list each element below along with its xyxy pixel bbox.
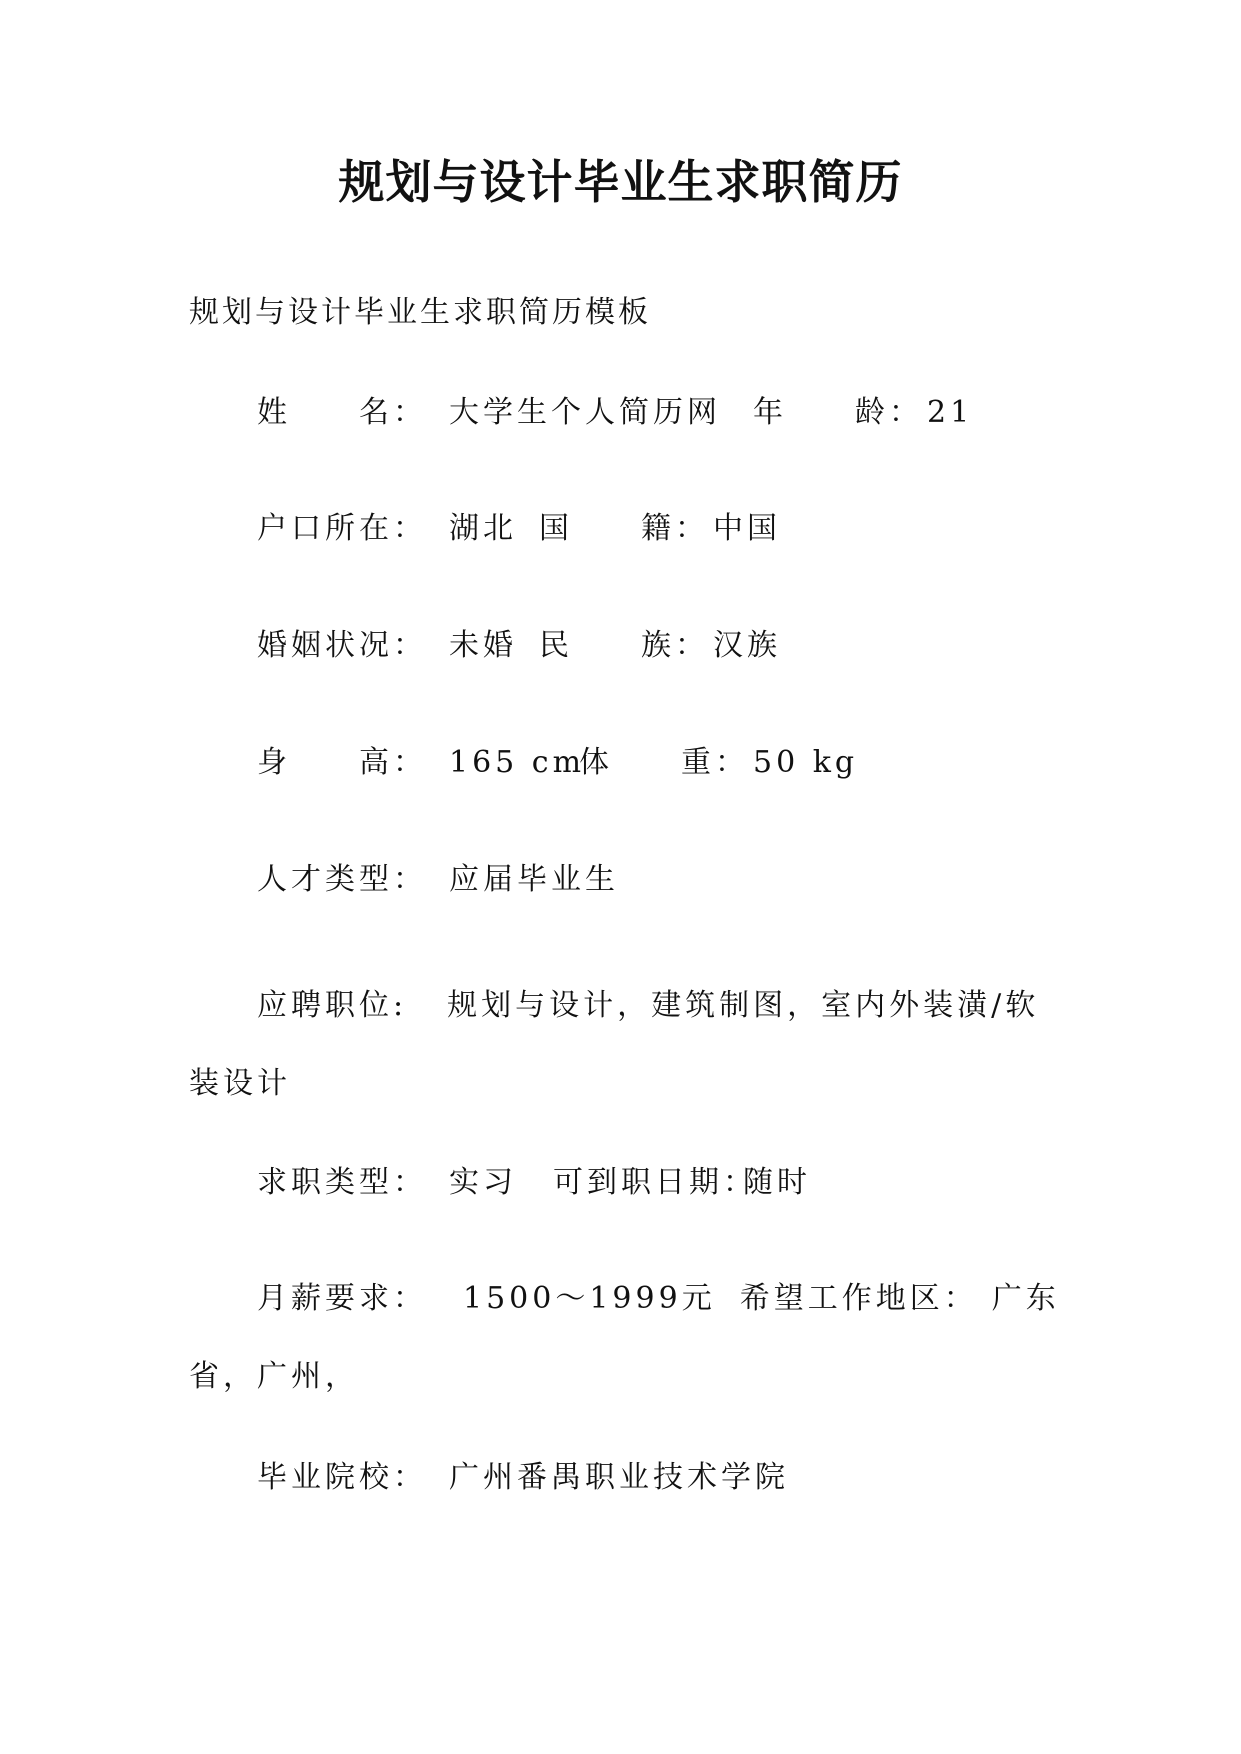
name-label: 姓 名：: [257, 395, 427, 430]
age-value: 21: [927, 395, 974, 430]
subtitle: 规划与设计毕业生求职简历模板: [189, 295, 651, 330]
weight-value: 50 kg: [753, 745, 859, 780]
position-value: 规划与设计，建筑制图，室内外装潢/软装设计: [189, 988, 1040, 1101]
job-type-value: 实习: [449, 1165, 517, 1200]
work-area-label: 希望工作地区：: [739, 1281, 978, 1316]
height-label: 身 高：: [257, 745, 427, 780]
row-salary-area: [189, 1260, 1069, 1416]
start-date-label: 可到职日期：: [553, 1165, 757, 1200]
row-position: [189, 967, 1069, 1123]
nationality-label: 国 籍：: [539, 511, 709, 546]
job-type-label: 求职类型：: [257, 1165, 427, 1200]
height-value: 165 cm: [449, 745, 586, 780]
start-date-value: 随时: [743, 1165, 811, 1200]
talent-type-label: 人才类型：: [257, 862, 427, 897]
marital-label: 婚姻状况：: [257, 628, 427, 663]
hukou-label: 户口所在：: [257, 511, 427, 546]
salary-value: 1500～1999元: [463, 1281, 716, 1316]
nationality-value: 中国: [713, 511, 781, 546]
ethnicity-value: 汉族: [713, 628, 781, 663]
page-title: 规划与设计毕业生求职简历: [338, 155, 903, 209]
school-value: 广州番禺职业技术学院: [449, 1460, 789, 1495]
school-label: 毕业院校：: [257, 1460, 427, 1495]
marital-value: 未婚: [449, 628, 517, 663]
work-area-value: 广东省，广州，: [189, 1281, 1060, 1394]
position-label: 应聘职位:: [257, 988, 408, 1023]
salary-label: 月薪要求：: [257, 1281, 427, 1316]
name-value: 大学生个人简历网: [449, 395, 721, 430]
weight-label: 体 重：: [579, 745, 749, 780]
talent-type-value: 应届毕业生: [449, 862, 619, 897]
age-label: 年 龄：: [753, 395, 923, 430]
ethnicity-label: 民 族：: [539, 628, 709, 663]
hukou-value: 湖北: [449, 511, 517, 546]
